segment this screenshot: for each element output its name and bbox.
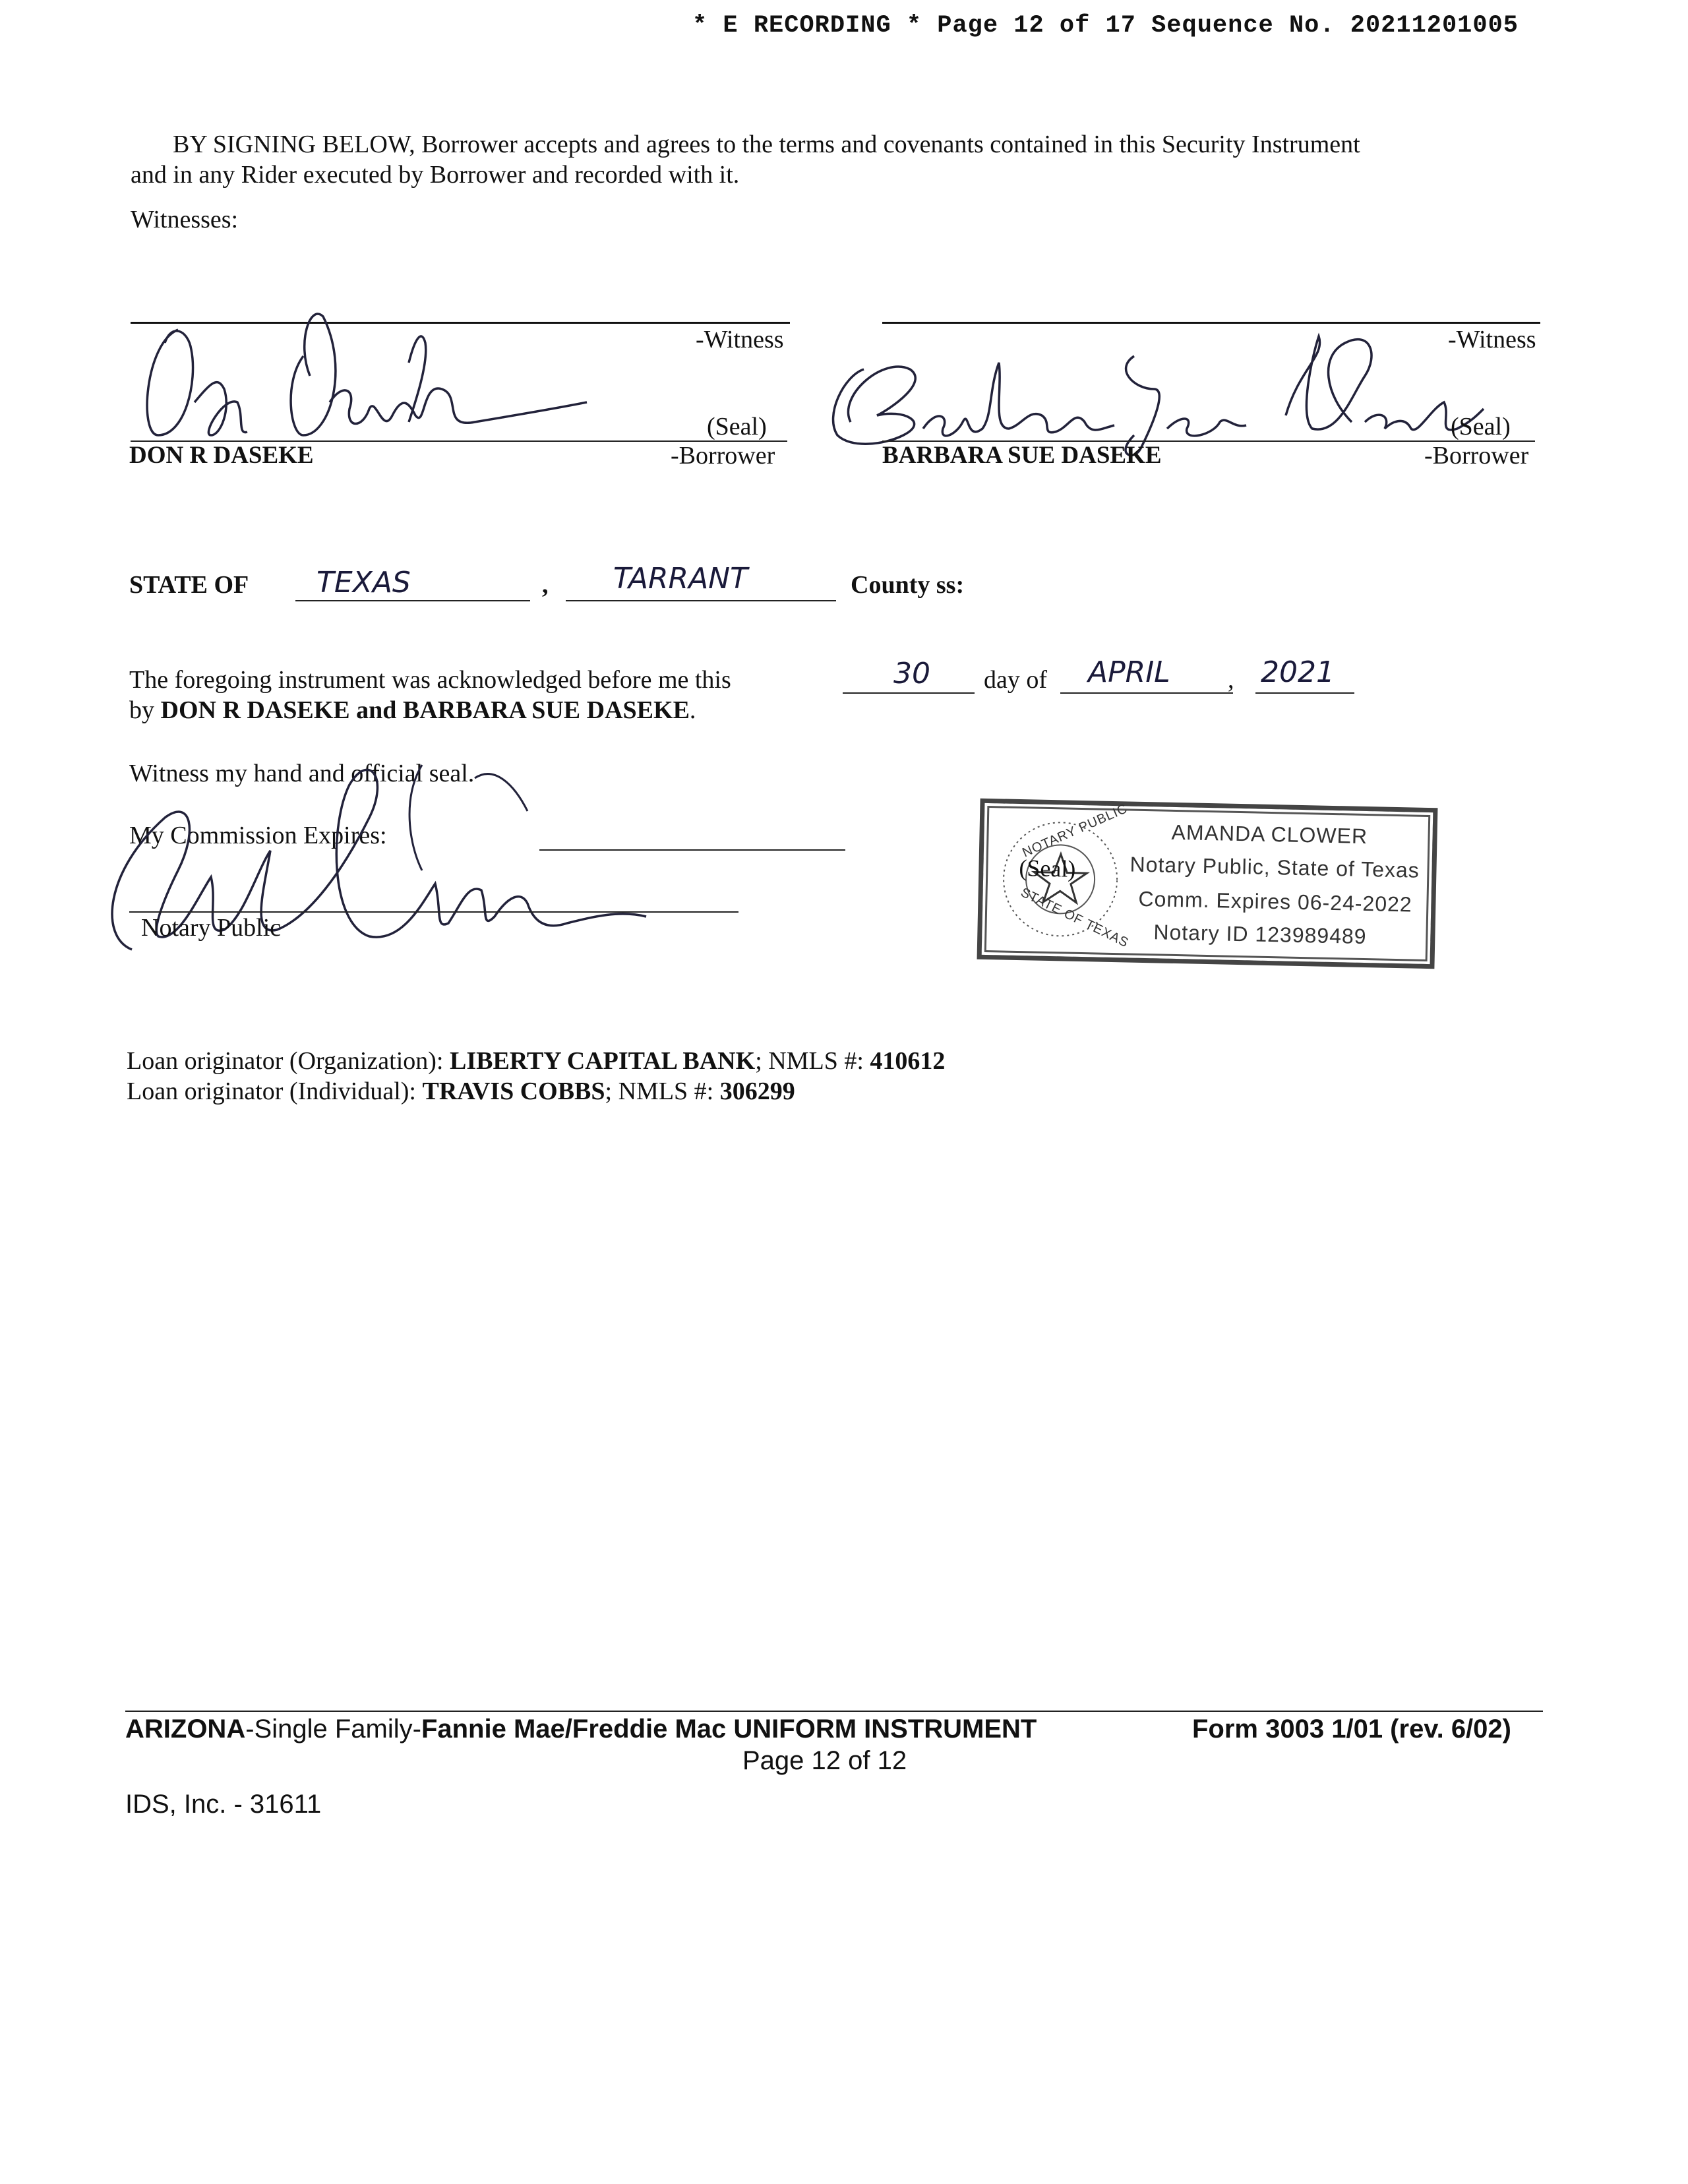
stamp-line-3: Notary ID 123989489 bbox=[1153, 920, 1367, 949]
month-value: APRIL bbox=[1088, 655, 1170, 689]
stamp-notary-name: AMANDA CLOWER bbox=[1171, 820, 1368, 849]
county-value: TARRANT bbox=[613, 562, 748, 595]
footer-sep: -Single Family- bbox=[245, 1714, 421, 1744]
notary-public-label: Notary Public bbox=[141, 914, 282, 942]
witness-label-left: -Witness bbox=[696, 326, 784, 353]
by-names: DON R DASEKE and BARBARA SUE DASEKE bbox=[160, 696, 690, 724]
year-line bbox=[1255, 692, 1354, 694]
commission-label: My Commission Expires: bbox=[129, 822, 387, 849]
stamp-line-1: Notary Public, State of Texas bbox=[1130, 852, 1420, 882]
borrower1-signature bbox=[132, 303, 607, 448]
by-prefix: by bbox=[129, 696, 154, 724]
witnesses-label: Witnesses: bbox=[131, 206, 239, 233]
borrower1-name: DON R DASEKE bbox=[129, 442, 314, 469]
county-label: County ss: bbox=[851, 571, 965, 599]
intro-line-2: and in any Rider executed by Borrower and recorded with it. bbox=[131, 161, 740, 189]
footer-form-number: Form 3003 1/01 (rev. 6/02) bbox=[1192, 1714, 1511, 1744]
state-line bbox=[295, 600, 530, 601]
by-suffix: . bbox=[689, 696, 696, 724]
seal-ring-top: NOTARY PUBLIC bbox=[1020, 801, 1130, 861]
ind-name: TRAVIS COBBS bbox=[422, 1077, 605, 1105]
county-line bbox=[566, 600, 836, 601]
year-value: 2021 bbox=[1261, 655, 1335, 689]
foregoing-text: The foregoing instrument was acknowledged before me this bbox=[129, 666, 731, 694]
ind-nmls: 306299 bbox=[719, 1077, 795, 1105]
seal-label-borrower1: (Seal) bbox=[707, 413, 767, 440]
loan-originator-individual bbox=[127, 1076, 795, 1107]
borrower2-name: BARBARA SUE DASEKE bbox=[882, 442, 1162, 469]
footer-vendor: IDS, Inc. - 31611 bbox=[125, 1790, 322, 1819]
day-of-label: day of bbox=[984, 666, 1048, 694]
state-comma: , bbox=[542, 571, 549, 599]
footer-instrument: Fannie Mae/Freddie Mac UNIFORM INSTRUMENT bbox=[421, 1714, 1037, 1744]
borrower-label-1: -Borrower bbox=[671, 442, 775, 470]
stamp-seal-label: (Seal) bbox=[1019, 855, 1076, 882]
org-nmls: 410612 bbox=[870, 1047, 946, 1075]
footer-page: Page 12 of 12 bbox=[742, 1746, 907, 1775]
state-value: TEXAS bbox=[316, 566, 411, 599]
ind-label: Loan originator (Individual): bbox=[127, 1077, 423, 1105]
footer-state: ARIZONA bbox=[125, 1714, 246, 1744]
stamp-line-2: Comm. Expires 06-24-2022 bbox=[1138, 886, 1413, 917]
day-line bbox=[843, 692, 975, 694]
org-name: LIBERTY CAPITAL BANK bbox=[449, 1047, 756, 1075]
footer-form-title bbox=[125, 1714, 1037, 1744]
intro-line-1: BY SIGNING BELOW, Borrower accepts and agrees to the terms and covenants contained in this Security Instrument bbox=[173, 131, 1360, 158]
loan-originator-organization bbox=[127, 1046, 945, 1076]
witness-label-right: -Witness bbox=[1448, 326, 1536, 353]
seal-ring-bottom: STATE OF TEXAS bbox=[1018, 885, 1131, 951]
month-line bbox=[1060, 692, 1233, 694]
state-label: STATE OF bbox=[129, 571, 249, 599]
month-comma: , bbox=[1228, 666, 1234, 694]
org-label: Loan originator (Organization): bbox=[127, 1047, 450, 1075]
witness-hand-text: Witness my hand and official seal. bbox=[129, 760, 475, 787]
footer-rule bbox=[125, 1711, 1543, 1712]
acknowledged-by-line bbox=[129, 695, 696, 725]
borrower-label-2: -Borrower bbox=[1424, 442, 1529, 470]
notary-stamp bbox=[977, 799, 1438, 969]
seal-label-borrower2: (Seal) bbox=[1451, 413, 1511, 440]
day-value: 30 bbox=[893, 657, 930, 690]
recording-header: * E RECORDING * Page 12 of 17 Sequence No. 20211201005 bbox=[692, 12, 1519, 40]
org-nmls-label: ; NMLS #: bbox=[755, 1047, 870, 1075]
ind-nmls-label: ; NMLS #: bbox=[605, 1077, 720, 1105]
